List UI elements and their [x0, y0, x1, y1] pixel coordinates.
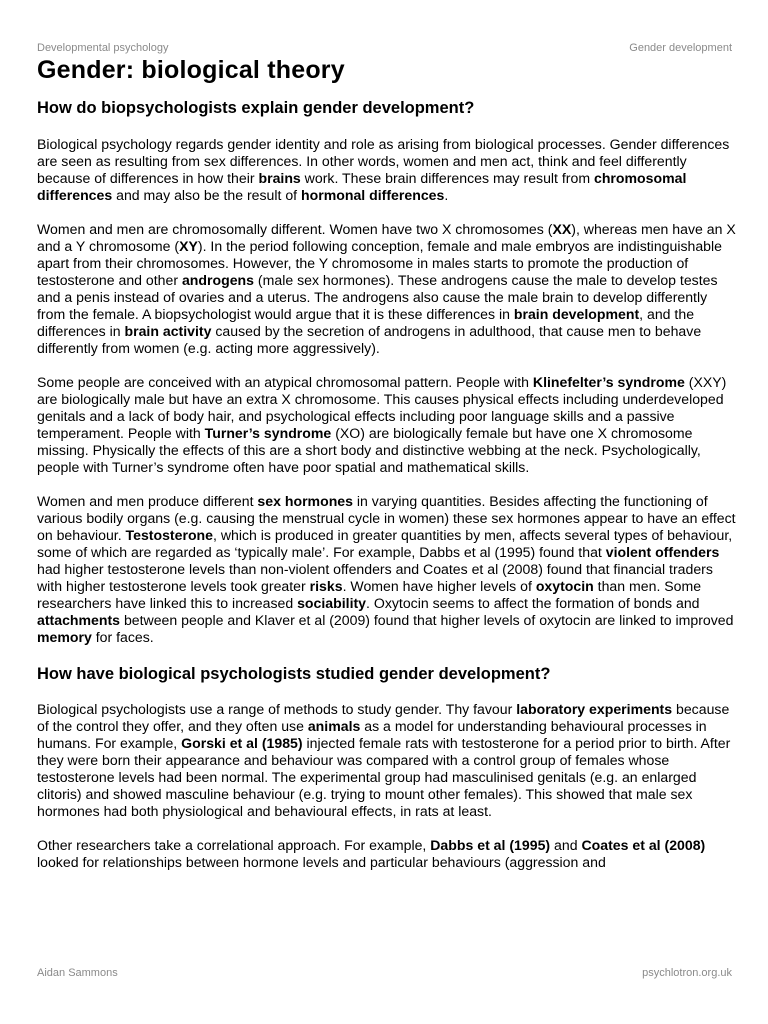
page-footer — [37, 967, 732, 981]
paragraph-4: Women and men produce different sex hormones in varying quantities. Besides affecting the functioning of various bodily organs (e.g. causing the menstrual cycle in women) these sex hormones appear to have an effect on behaviour. Testosterone, which is produced in greater quantities by men, affects several types of behaviour, some of which are regarded as ‘typically male’. For example, Dabbs et al (1995) found that violent offenders had higher testosterone levels than non-violent offenders and Coates et al (2008) found that financial traders with higher testosterone levels took greater risks. Women have higher levels of oxytocin than men. Some researchers have linked this to increased sociability. Oxytocin seems to affect the formation of bonds and attachments between people and Klaver et al (2009) found that higher levels of oxytocin are linked to improved memory for faces. — [37, 493, 736, 645]
paragraph-2: Women and men are chromosomally different. Women have two X chromosomes (XX), whereas men have an X and a Y chromosome (XY). In the period following conception, female and male embryos are indistinguishable apart from their chromosomes. However, the Y chromosome in males starts to promote the production of testosterone and other androgens (male sex hormones). These androgens cause the male to develop testes and a penis instead of ovaries and a uterus. The androgens also cause the male brain to develop differently from the female. A biopsychologist would argue that it is these differences in brain development, and the differences in brain activity caused by the secretion of androgens in adulthood, that cause men to behave differently from women (e.g. acting more aggressively). — [37, 221, 736, 356]
footer-author: Aidan Sammons — [37, 967, 118, 979]
paragraph-6: Other researchers take a correlational approach. For example, Dabbs et al (1995) and Coates et al (2008) looked for relationships between hormone levels and particular behaviours (aggression and — [37, 837, 706, 870]
footer-website: psychlotron.org.uk — [642, 967, 732, 979]
document-body — [37, 98, 737, 871]
header-subject: Developmental psychology — [37, 42, 169, 54]
paragraph-3: Some people are conceived with an atypical chromosomal pattern. People with Klinefelter’s syndrome (XXY) are biologically male but have an extra X chromosome. This causes physical effects including underdeveloped genitals and a lack of body hair, and psychological effects including poor language skills and a passive temperament. People with Turner’s syndrome (XO) are biologically female but have one X chromosome missing. Physically the effects of this are a short body and distinctive webbing at the neck. Psychologically, people with Turner’s syndrome often have poor spatial and mathematical skills. — [37, 374, 727, 475]
section-heading-1: How do biopsychologists explain gender development? — [37, 99, 475, 117]
paragraph-5: Biological psychologists use a range of methods to study gender. Thy favour laboratory experiments because of the control they offer, and they often use animals as a model for understanding behavioural processes in humans. For example, Gorski et al (1985) injected female rats with testosterone for a period prior to birth. After they were born their appearance and behaviour was compared with a control group of females whose testosterone levels had been normal. The experimental group had masculinised genitals (e.g. an enlarged clitoris) and showed masculine behaviour (e.g. trying to mount other females). This showed that male sex hormones had both physiological and behavioural effects, in rats at least. — [37, 701, 731, 819]
section-heading-2: How have biological psychologists studied gender development? — [37, 665, 551, 683]
paragraph-1: Biological psychology regards gender identity and role as arising from biological processes. Gender differences are seen as resulting from sex differences. In other words, women and men act, think and feel differently because of differences in how their brains work. These brain differences may result from chromosomal differences and may also be the result of hormonal differences. — [37, 136, 730, 203]
page-title: Gender: biological theory — [37, 56, 345, 84]
page-header — [37, 42, 732, 56]
header-topic: Gender development — [629, 42, 732, 54]
